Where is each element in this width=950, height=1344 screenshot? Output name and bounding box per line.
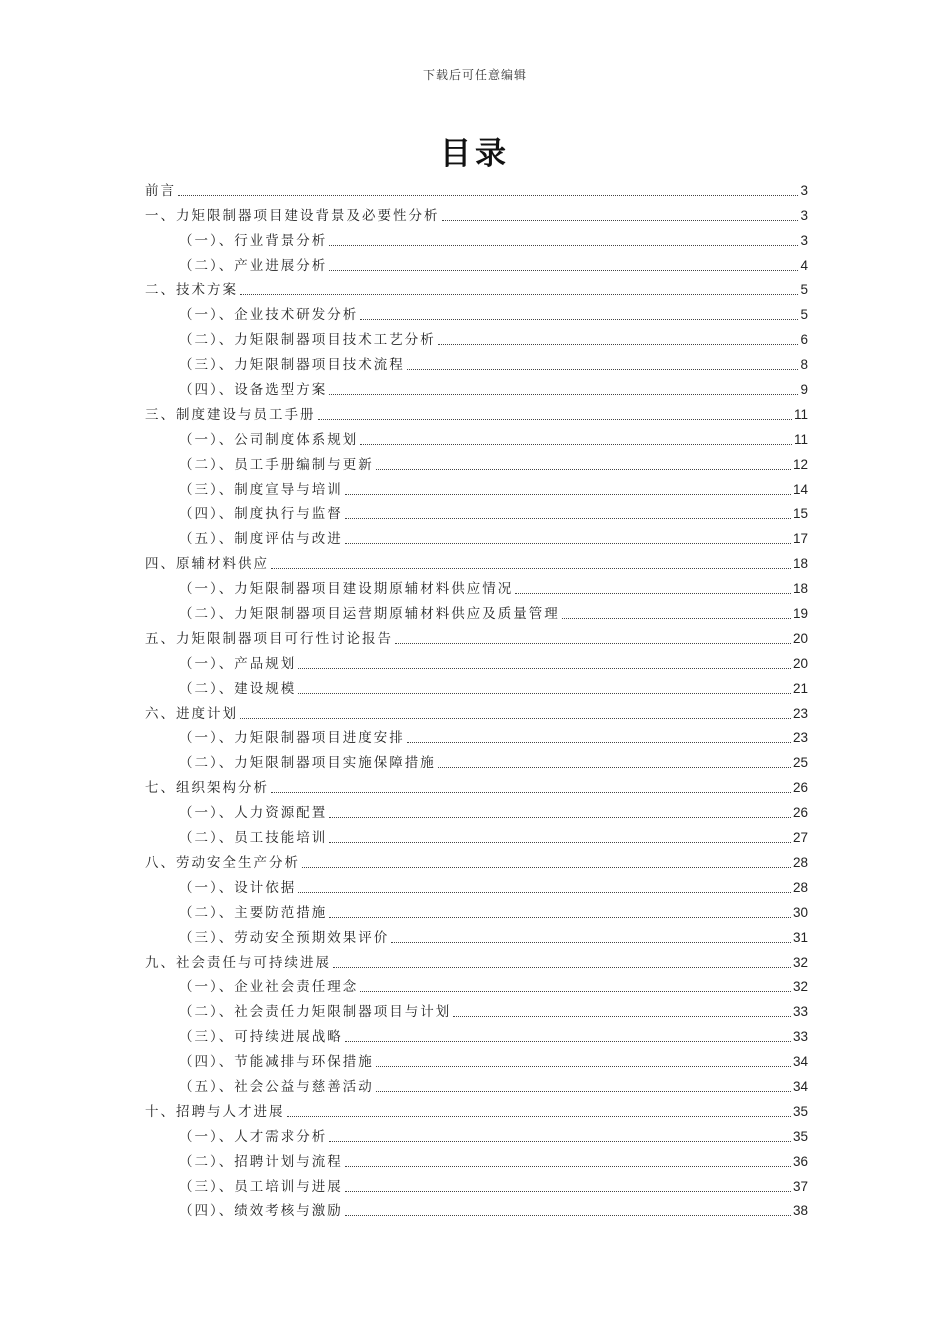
toc-entry-page-number: 3 (800, 207, 808, 223)
toc-entry-title: （一）、力矩限制器项目建设期原辅材料供应情况 (179, 581, 514, 598)
toc-entry[interactable] (145, 647, 808, 672)
toc-entry-title: （四）、绩效考核与激励 (179, 1203, 343, 1220)
toc-entry-page-number: 17 (792, 531, 808, 547)
toc-dot-leader (329, 1141, 791, 1142)
toc-entry[interactable] (145, 1195, 808, 1220)
toc-entry-title: （四）、节能减排与环保措施 (179, 1054, 374, 1071)
toc-entry[interactable] (145, 373, 808, 398)
toc-entry-page-number: 25 (792, 755, 808, 771)
toc-entry[interactable] (145, 946, 808, 971)
toc-entry[interactable] (145, 448, 808, 473)
toc-entry[interactable] (145, 1170, 808, 1195)
toc-entry[interactable] (145, 672, 808, 697)
toc-dot-leader (298, 892, 791, 893)
toc-dot-leader (360, 991, 791, 992)
toc-entry-page-number: 33 (792, 1004, 808, 1020)
toc-dot-leader (360, 444, 792, 445)
toc-entry-page-number: 26 (792, 805, 808, 821)
toc-entry-page-number: 31 (792, 929, 808, 945)
toc-dot-leader (345, 1191, 791, 1192)
toc-entry-title: 一、力矩限制器项目建设背景及必要性分析 (145, 207, 440, 224)
toc-entry-title: （二）、建设规模 (179, 680, 297, 697)
toc-dot-leader (302, 867, 791, 868)
toc-entry-title: （二）、产业进展分析 (179, 257, 328, 274)
toc-dot-leader (453, 1016, 791, 1017)
toc-entry-title: 五、力矩限制器项目可行性讨论报告 (145, 630, 393, 647)
toc-entry-page-number: 30 (792, 904, 808, 920)
toc-dot-leader (271, 568, 791, 569)
toc-dot-leader (345, 494, 791, 495)
toc-entry-page-number: 23 (792, 705, 808, 721)
toc-entry-page-number: 32 (792, 954, 808, 970)
toc-dot-leader (515, 593, 791, 594)
toc-entry-page-number: 26 (792, 780, 808, 796)
toc-dot-leader (329, 917, 791, 918)
toc-entry[interactable] (145, 224, 808, 249)
toc-entry-title: 前言 (145, 182, 176, 199)
toc-entry-title: （三）、力矩限制器项目技术流程 (179, 357, 405, 374)
toc-entry-title: （一）、企业技术研发分析 (179, 307, 359, 324)
toc-entry-title: （二）、员工手册编制与更新 (179, 456, 374, 473)
toc-entry-title: （二）、力矩限制器项目运营期原辅材料供应及质量管理 (179, 606, 560, 623)
toc-dot-leader (298, 693, 791, 694)
toc-entry-page-number: 20 (792, 655, 808, 671)
toc-entry-page-number: 6 (800, 332, 808, 348)
toc-entry[interactable] (145, 1120, 808, 1145)
toc-entry[interactable] (145, 323, 808, 348)
toc-entry-page-number: 33 (792, 1029, 808, 1045)
toc-entry-page-number: 9 (800, 382, 808, 398)
toc-entry[interactable] (145, 871, 808, 896)
toc-entry-page-number: 14 (792, 481, 808, 497)
toc-dot-leader (329, 817, 791, 818)
toc-dot-leader (329, 245, 798, 246)
toc-entry[interactable] (145, 1145, 808, 1170)
header-note: 下载后可任意编辑 (422, 68, 527, 82)
toc-entry[interactable] (145, 348, 808, 373)
toc-dot-leader (345, 1041, 791, 1042)
toc-entry[interactable] (145, 896, 808, 921)
toc-dot-leader (345, 1166, 791, 1167)
toc-entry-page-number: 36 (792, 1153, 808, 1169)
toc-entry[interactable] (145, 746, 808, 771)
toc-dot-leader (376, 1091, 791, 1092)
toc-entry-title: （四）、设备选型方案 (179, 382, 328, 399)
toc-entry-page-number: 15 (792, 506, 808, 522)
toc-entry-title: 七、组织架构分析 (145, 780, 269, 797)
toc-dot-leader (333, 967, 791, 968)
toc-entry-page-number: 37 (792, 1178, 808, 1194)
toc-entry[interactable] (145, 174, 808, 199)
toc-entry-title: （四）、制度执行与监督 (179, 506, 343, 523)
toc-entry-title: （二）、力矩限制器项目实施保障措施 (179, 755, 436, 772)
page-title: 目录 (440, 136, 510, 172)
toc-entry-title: 三、制度建设与员工手册 (145, 406, 316, 423)
toc-entry[interactable] (145, 796, 808, 821)
toc-entry-title: （二）、员工技能培训 (179, 830, 328, 847)
toc-entry-title: （一）、行业背景分析 (179, 232, 328, 249)
toc-entry[interactable] (145, 921, 808, 946)
toc-entry-page-number: 34 (792, 1054, 808, 1070)
toc-entry-title: （一）、产品规划 (179, 655, 297, 672)
toc-entry[interactable] (145, 1020, 808, 1045)
toc-entry-title: （五）、社会公益与慈善活动 (179, 1078, 374, 1095)
toc-entry-title: （三）、制度宣导与培训 (179, 481, 343, 498)
toc-dot-leader (298, 668, 791, 669)
toc-entry-title: （二）、招聘计划与流程 (179, 1153, 343, 1170)
toc-dot-leader (345, 518, 791, 519)
toc-entry-title: 八、劳动安全生产分析 (145, 854, 300, 871)
toc-entry-page-number: 35 (792, 1128, 808, 1144)
toc-dot-leader (395, 643, 791, 644)
toc-entry-page-number: 23 (792, 730, 808, 746)
toc-entry[interactable] (145, 498, 808, 523)
toc-entry-title: （三）、员工培训与进展 (179, 1178, 343, 1195)
toc-entry[interactable] (145, 572, 808, 597)
toc-entry-page-number: 18 (792, 581, 808, 597)
toc-entry-page-number: 38 (792, 1203, 808, 1219)
toc-entry-page-number: 19 (792, 606, 808, 622)
toc-entry-title: （三）、劳动安全预期效果评价 (179, 929, 390, 946)
toc-dot-leader (360, 319, 798, 320)
toc-entry[interactable] (145, 522, 808, 547)
toc-entry[interactable] (145, 249, 808, 274)
toc-dot-leader (329, 394, 798, 395)
toc-entry[interactable] (145, 298, 808, 323)
toc-entry-title: （一）、力矩限制器项目进度安排 (179, 730, 405, 747)
toc-entry-page-number: 20 (792, 630, 808, 646)
toc-entry-title: （五）、制度评估与改进 (179, 531, 343, 548)
table-of-contents (145, 174, 808, 1219)
toc-entry-title: 二、技术方案 (145, 282, 238, 299)
toc-entry[interactable] (145, 274, 808, 299)
toc-entry-page-number: 8 (800, 357, 808, 373)
toc-dot-leader (178, 195, 798, 196)
toc-entry[interactable] (145, 697, 808, 722)
toc-dot-leader (376, 469, 791, 470)
toc-entry-title: （二）、力矩限制器项目技术工艺分析 (179, 332, 436, 349)
toc-entry[interactable] (145, 771, 808, 796)
toc-entry[interactable] (145, 846, 808, 871)
toc-entry-page-number: 28 (792, 879, 808, 895)
toc-dot-leader (442, 220, 799, 221)
toc-entry-title: （二）、社会责任力矩限制器项目与计划 (179, 1004, 452, 1021)
toc-entry-title: （二）、主要防范措施 (179, 904, 328, 921)
toc-dot-leader (271, 792, 791, 793)
toc-entry-title: （一）、人力资源配置 (179, 805, 328, 822)
toc-entry-page-number: 12 (792, 456, 808, 472)
toc-dot-leader (562, 618, 791, 619)
toc-dot-leader (345, 1215, 791, 1216)
toc-entry-page-number: 18 (792, 556, 808, 572)
toc-entry-page-number: 21 (792, 680, 808, 696)
toc-entry-title: （一）、人才需求分析 (179, 1128, 328, 1145)
toc-entry[interactable] (145, 821, 808, 846)
toc-dot-leader (391, 942, 791, 943)
toc-entry-title: （三）、可持续进展战略 (179, 1029, 343, 1046)
toc-entry-page-number: 3 (800, 182, 808, 198)
toc-dot-leader (329, 842, 791, 843)
toc-entry-page-number: 11 (793, 431, 808, 447)
toc-entry-page-number: 32 (792, 979, 808, 995)
toc-dot-leader (438, 344, 799, 345)
toc-entry-title: （一）、公司制度体系规划 (179, 431, 359, 448)
toc-entry-page-number: 5 (800, 282, 808, 298)
toc-dot-leader (345, 543, 791, 544)
toc-entry-page-number: 27 (792, 830, 808, 846)
toc-dot-leader (407, 742, 791, 743)
toc-entry-title: 十、招聘与人才进展 (145, 1103, 285, 1120)
toc-entry[interactable] (145, 423, 808, 448)
toc-entry[interactable] (145, 547, 808, 572)
toc-entry[interactable] (145, 995, 808, 1020)
toc-entry[interactable] (145, 722, 808, 747)
toc-dot-leader (329, 270, 798, 271)
toc-entry[interactable] (145, 473, 808, 498)
toc-entry-title: （一）、设计依据 (179, 879, 297, 896)
toc-entry[interactable] (145, 1095, 808, 1120)
toc-dot-leader (376, 1066, 791, 1067)
toc-dot-leader (240, 718, 791, 719)
toc-entry-page-number: 5 (800, 307, 808, 323)
toc-entry[interactable] (145, 1045, 808, 1070)
toc-dot-leader (287, 1116, 791, 1117)
toc-entry-page-number: 34 (792, 1078, 808, 1094)
toc-entry[interactable] (145, 622, 808, 647)
toc-dot-leader (407, 369, 799, 370)
toc-entry-title: 九、社会责任与可持续进展 (145, 954, 331, 971)
toc-entry[interactable] (145, 597, 808, 622)
toc-entry-page-number: 11 (793, 406, 808, 422)
toc-dot-leader (240, 294, 798, 295)
toc-entry-title: 四、原辅材料供应 (145, 556, 269, 573)
toc-entry-title: （一）、企业社会责任理念 (179, 979, 359, 996)
toc-entry-page-number: 4 (800, 257, 808, 273)
toc-entry-page-number: 28 (792, 854, 808, 870)
toc-entry-title: 六、进度计划 (145, 705, 238, 722)
toc-entry-page-number: 35 (792, 1103, 808, 1119)
toc-entry-page-number: 3 (800, 232, 808, 248)
toc-dot-leader (438, 767, 791, 768)
toc-entry[interactable] (145, 1070, 808, 1095)
toc-dot-leader (318, 419, 792, 420)
toc-entry[interactable] (145, 971, 808, 996)
toc-entry[interactable] (145, 398, 808, 423)
toc-entry[interactable] (145, 199, 808, 224)
